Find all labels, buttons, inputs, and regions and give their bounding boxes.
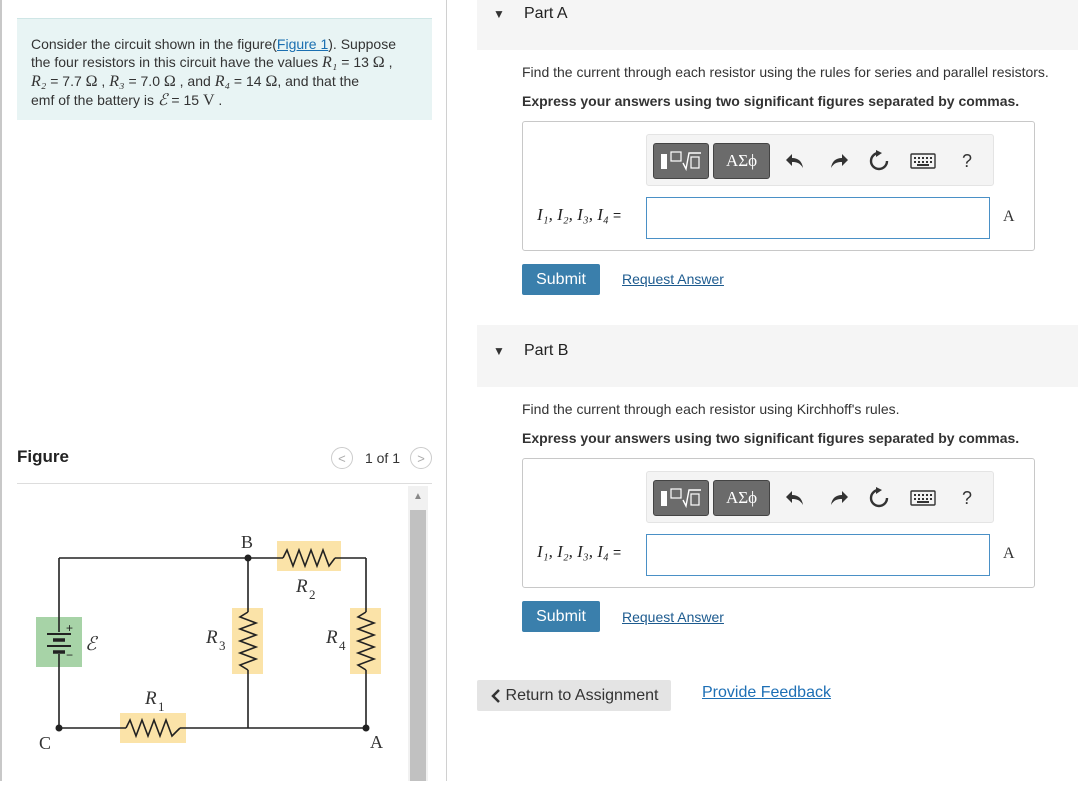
problem-line-1: Consider the circuit shown in the figure(Figure 1). Suppose bbox=[31, 36, 396, 52]
part-a-label: Part A bbox=[524, 5, 568, 22]
collapse-triangle-icon[interactable]: ▼ bbox=[493, 344, 505, 358]
part-a-submit-button[interactable]: Submit bbox=[522, 264, 600, 295]
r4-highlight bbox=[350, 608, 381, 674]
redo-icon[interactable] bbox=[827, 149, 851, 173]
reset-icon[interactable] bbox=[867, 149, 891, 173]
label-r3: R bbox=[206, 627, 218, 648]
label-r4-sub: 4 bbox=[339, 638, 346, 653]
part-b-submit-button[interactable]: Submit bbox=[522, 601, 600, 632]
part-b-header[interactable] bbox=[477, 325, 1078, 387]
keyboard-icon[interactable] bbox=[909, 149, 937, 173]
part-b-unit: A bbox=[1003, 545, 1015, 562]
reset-icon[interactable] bbox=[867, 486, 891, 510]
pane-divider bbox=[446, 0, 447, 781]
templates-icon bbox=[659, 149, 703, 173]
templates-button[interactable] bbox=[653, 143, 709, 179]
circuit-diagram bbox=[17, 484, 407, 781]
redo-icon[interactable] bbox=[827, 486, 851, 510]
figure-pager bbox=[331, 447, 432, 469]
label-r1-sub: 1 bbox=[158, 699, 165, 714]
scroll-up-arrow-icon[interactable]: ▲ bbox=[413, 490, 423, 502]
label-c: C bbox=[39, 733, 52, 753]
math-toolbar bbox=[646, 471, 994, 523]
part-b-question: Find the current through each resistor using Kirchhoff's rules. bbox=[522, 401, 900, 417]
problem-line-4: emf of the battery is ℰ = 15 V . bbox=[31, 92, 223, 109]
chevron-right-icon: > bbox=[417, 450, 425, 466]
label-a: A bbox=[370, 732, 383, 752]
part-a-header[interactable] bbox=[477, 0, 1078, 50]
label-r1: R bbox=[145, 688, 157, 709]
figure-header bbox=[17, 445, 432, 484]
greek-symbols-button[interactable]: ΑΣϕ bbox=[713, 480, 770, 516]
label-b: B bbox=[241, 532, 254, 552]
r1-highlight bbox=[120, 713, 186, 743]
greek-symbols-button[interactable]: ΑΣϕ bbox=[713, 143, 770, 179]
figure-title: Figure bbox=[17, 447, 69, 466]
node-b bbox=[245, 555, 252, 562]
figure-scrollbar[interactable] bbox=[408, 486, 428, 781]
part-a-unit: A bbox=[1003, 208, 1015, 225]
undo-icon[interactable] bbox=[783, 486, 807, 510]
math-toolbar bbox=[646, 134, 994, 186]
label-r2-sub: 2 bbox=[309, 587, 316, 602]
label-r3-sub: 3 bbox=[219, 638, 226, 653]
part-a-answer-input[interactable] bbox=[646, 197, 990, 239]
part-a-instruction: Express your answers using two significant figures separated by commas. bbox=[522, 93, 1020, 109]
help-icon[interactable]: ? bbox=[961, 487, 972, 508]
collapse-triangle-icon[interactable]: ▼ bbox=[493, 7, 505, 21]
left-border bbox=[0, 0, 2, 781]
part-b-instruction: Express your answers using two significant figures separated by commas. bbox=[522, 430, 1020, 446]
figure-link[interactable]: Figure 1 bbox=[276, 36, 329, 52]
scroll-thumb[interactable] bbox=[410, 510, 426, 781]
next-figure-button[interactable] bbox=[410, 447, 432, 469]
emf-label: ℰ bbox=[85, 634, 97, 655]
return-to-assignment-button[interactable]: Return to Assignment bbox=[477, 680, 671, 711]
templates-icon bbox=[659, 486, 703, 510]
part-b-label: Part B bbox=[524, 342, 569, 359]
problem-statement bbox=[17, 18, 432, 120]
part-a-answer-box bbox=[522, 121, 1035, 251]
chevron-left-icon bbox=[490, 689, 502, 703]
circuit-figure bbox=[17, 484, 407, 781]
r3-highlight bbox=[232, 608, 263, 674]
battery-plus-label: + bbox=[66, 621, 74, 635]
problem-line-2: the four resistors in this circuit have the values R₁ = 13 Ω , bbox=[31, 54, 393, 71]
part-a-answer-label: I₁, I₂, I₃, I₄ = bbox=[537, 205, 622, 224]
chevron-left-icon: < bbox=[338, 450, 346, 466]
keyboard-icon[interactable] bbox=[909, 486, 937, 510]
label-r2: R bbox=[296, 576, 308, 597]
templates-button[interactable] bbox=[653, 480, 709, 516]
provide-feedback-link[interactable]: Provide Feedback bbox=[702, 684, 831, 701]
undo-icon[interactable] bbox=[783, 149, 807, 173]
label-r4: R bbox=[326, 627, 338, 648]
node-c bbox=[56, 725, 63, 732]
part-b-answer-input[interactable] bbox=[646, 534, 990, 576]
part-a-question: Find the current through each resistor using the rules for series and parallel resistors. bbox=[522, 64, 1049, 80]
prev-figure-button[interactable] bbox=[331, 447, 353, 469]
part-b-answer-label: I₁, I₂, I₃, I₄ = bbox=[537, 542, 622, 561]
part-a-request-answer-link[interactable]: Request Answer bbox=[622, 271, 724, 287]
part-b-request-answer-link[interactable]: Request Answer bbox=[622, 609, 724, 625]
problem-line-3: R₂ = 7.7 Ω , R₃ = 7.0 Ω , and R₄ = 14 Ω, and that the bbox=[31, 73, 360, 90]
pager-text: 1 of 1 bbox=[364, 450, 400, 466]
battery-minus-label: − bbox=[66, 648, 74, 662]
help-icon[interactable]: ? bbox=[961, 150, 972, 171]
part-b-answer-box bbox=[522, 458, 1035, 588]
node-a bbox=[363, 725, 370, 732]
